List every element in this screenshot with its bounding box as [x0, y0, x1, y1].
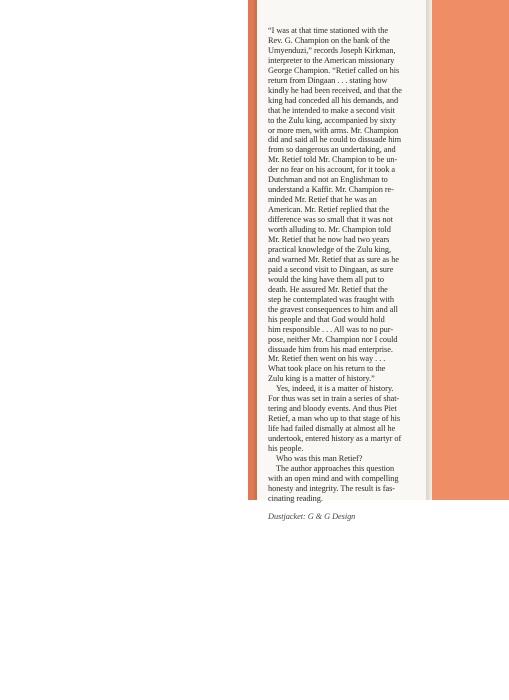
- text-line: his people.: [268, 444, 304, 454]
- flap-text-block: [268, 26, 418, 522]
- text-line: tering and bloody events. And thus Piet: [268, 404, 397, 414]
- text-line: Mr. Retief told Mr. Champion to be un-: [268, 155, 398, 165]
- text-line: honesty and integrity. The result is fas-: [268, 483, 395, 493]
- text-line: Mr. Retief then went on his way . . .: [268, 354, 386, 364]
- text-line: Umyenduzi,” records Joseph Kirkman,: [268, 45, 396, 55]
- text-line: worth alluding to. Mr. Champion told: [268, 225, 391, 235]
- text-line: the gravest consequences to him and all: [268, 304, 398, 314]
- text-line: Mr. Retief that he now had two years: [268, 235, 390, 245]
- text-line: dissuade him from his mad enterprise.: [268, 344, 393, 354]
- text-line: would the king have them all put to: [268, 274, 384, 284]
- spacer: [268, 504, 418, 512]
- text-line: and warned Mr. Retief that as sure as he: [268, 254, 399, 264]
- orange-cover-panel: [432, 0, 509, 500]
- text-line: interpreter to the American missionary: [268, 55, 395, 65]
- text-line: with an open mind and with compelling: [268, 473, 399, 483]
- text-line: cinating reading.: [268, 493, 323, 503]
- text-line: did and said all he could to dissuade him: [268, 135, 401, 145]
- text-line: king had conceded all his demands, and: [268, 95, 399, 105]
- text-line: der no fear on his account, for it took a: [268, 165, 395, 175]
- text-line: that he intended to make a second visit: [268, 105, 395, 115]
- design-credit: Dustjacket: G & G Design: [268, 511, 356, 521]
- text-line: to the Zulu king, accompanied by sixty: [268, 115, 396, 125]
- text-line: practical knowledge of the Zulu king,: [268, 244, 392, 254]
- text-line: step he contemplated was fraught with: [268, 294, 395, 304]
- text-line: difference was so small that it was not: [268, 215, 393, 225]
- text-line: or more men, with arms. Mr. Champion: [268, 125, 399, 135]
- text-line: death. He assured Mr. Retief that the: [268, 284, 388, 294]
- text-line: “I was at that time stationed with the: [268, 26, 388, 35]
- text-line: For thus was set in train a series of shat-: [268, 394, 400, 404]
- text-line: kindly he had been received, and that the: [268, 85, 402, 95]
- text-line: him responsible . . . All was to no pur-: [268, 324, 394, 334]
- text-line: minded Mr. Retief that he was an: [268, 195, 377, 205]
- text-line: Who was this man Retief?: [276, 453, 363, 463]
- text-line: Dutchman and not an Englishman to: [268, 175, 388, 185]
- text-line: pose, neither Mr. Champion nor I could: [268, 334, 398, 344]
- text-line: Yes, indeed, it is a matter of history.: [276, 384, 394, 394]
- text-line: paid a second visit to Dingaan, as sure: [268, 264, 394, 274]
- text-line: his people and that God would hold: [268, 314, 385, 324]
- text-line: What took place on his return to the: [268, 364, 386, 374]
- text-line: Rev. G. Champion on the bank of the: [268, 35, 390, 45]
- text-line: from so dangerous an undertaking, and: [268, 145, 396, 155]
- text-line: Zulu king is a matter of history.”: [268, 374, 375, 384]
- text-line: understand a Kaffir. Mr. Champion re-: [268, 185, 394, 195]
- text-line: American. Mr. Retief replied that the: [268, 205, 389, 215]
- text-line: Retief, a man who up to that stage of his: [268, 414, 401, 424]
- text-line: The author approaches this question: [276, 463, 395, 473]
- text-line: life had failed dismally at almost all he: [268, 424, 396, 434]
- text-line: undertook, entered history as a martyr of: [268, 434, 402, 444]
- text-line: return from Dingaan . . . stating how: [268, 75, 388, 85]
- text-line: George Champion. “Retief called on his: [268, 65, 400, 75]
